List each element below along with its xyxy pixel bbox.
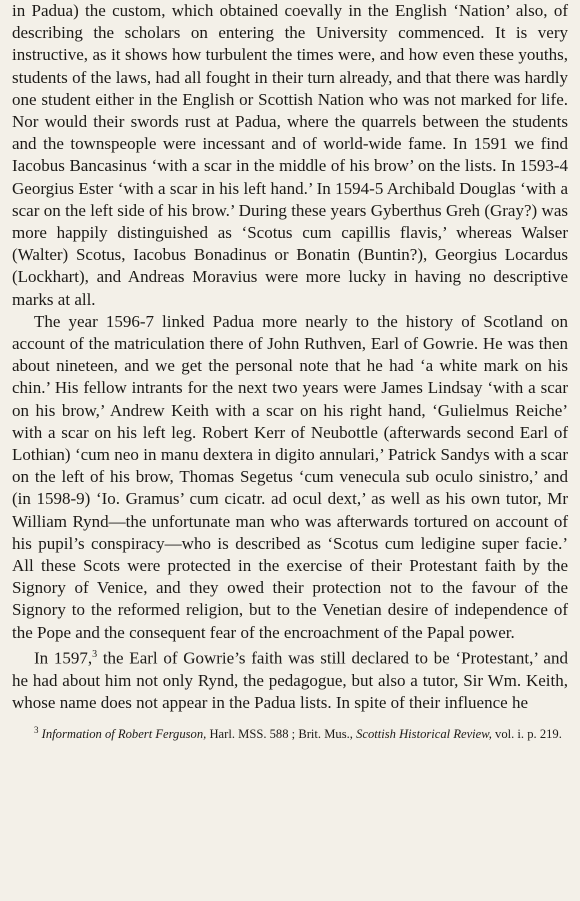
paragraph-1: in Padua) the custom, which obtained coevally in the English ‘Nation’ also, of describing the scholars on entering the University commenced. It is very instructive, as it shows how turbulent the times were, and how even these youths, students of the laws, had all fought in their turn already, and that there was hardly one student either in the English or Scottish Nation who was not marked for life. Nor would their swords rust at Padua, where the quarrels between the students and the townspeople were incessant and of world-wide fame. In 1591 we find Iacobus Bancasinus ‘with a scar in the middle of his brow’ on the lists. In 1593-4 Georgius Ester ‘with a scar in his left hand.’ In 1594-5 Archibald Douglas ‘with a scar on the left side of his brow.’ During these years Gyberthus Greh (Gray?) was more happily distinguished as ‘Scotus cum capillis flavis,’ whereas Walser (Walter) Scotus, Iacobus Bonadinus or Bonatin (Buntin?), Georgius Locardus (Lockhart), and Andreas Moravius were more lucky in having no descriptive marks at all.	[12, 1, 568, 309]
book-page	[12, 0, 568, 743]
footnote-citation: Harl. MSS. 588 ; Brit. Mus.,	[206, 727, 353, 742]
paragraph-3-rest: the Earl of Gowrie’s faith was still declared to be ‘Protestant,’ and he had about him not only Rynd, the pedagogue, but also a tutor, Sir Wm. Keith, whose name does not appear in the Padua lists. In spite of their influence he	[12, 648, 568, 712]
footnote-volume: vol. i. p. 219.	[491, 727, 562, 742]
footnote	[12, 722, 568, 743]
paragraph-3-lead: In 1597,	[34, 648, 93, 668]
paragraph-3	[12, 644, 568, 714]
footnote-journal-title: Scottish Historical Review,	[356, 727, 492, 742]
footnote-number: 3	[34, 725, 39, 736]
footnote-source-title: Information of Robert Ferguson,	[41, 727, 207, 742]
footnote-reference: 3	[92, 648, 98, 660]
paragraph-2: The year 1596-7 linked Padua more nearly to the history of Scotland on account of the matriculation there of John Ruthven, Earl of Gowrie. He was then about nineteen, and we get the personal note that he had ‘a white mark on his chin.’ His fellow intrants for the next two years were James Lindsay ‘with a scar on his brow,’ Andrew Keith with a scar on his right hand, ‘Gulielmus Reiche’ with a scar on his left leg. Robert Kerr of Neubottle (afterwards second Earl of Lothian) ‘cum neo in manu dextera in digito annulari,’ Patrick Sandys with a scar on the left of his brow, Thomas Segetus ‘cum venecula sub oculo sinistro,’ and (in 1598-9) ‘Io. Gramus’ cum cicatr. ad ocul dext,’ as well as his own tutor, Mr William Rynd—the unfortunate man who was afterwards tortured on account of his pupil’s conspiracy—who is described as ‘Scotus cum ledigine super facie.’ All these Scots were protected in the exercise of their Protestant faith by the Signory of Venice, and they owed their protection not to the favour of the Signory to the reformed religion, but to the Venetian desire of independence of the Pope and the consequent fear of the encroachment of the Papal power.	[12, 311, 568, 642]
